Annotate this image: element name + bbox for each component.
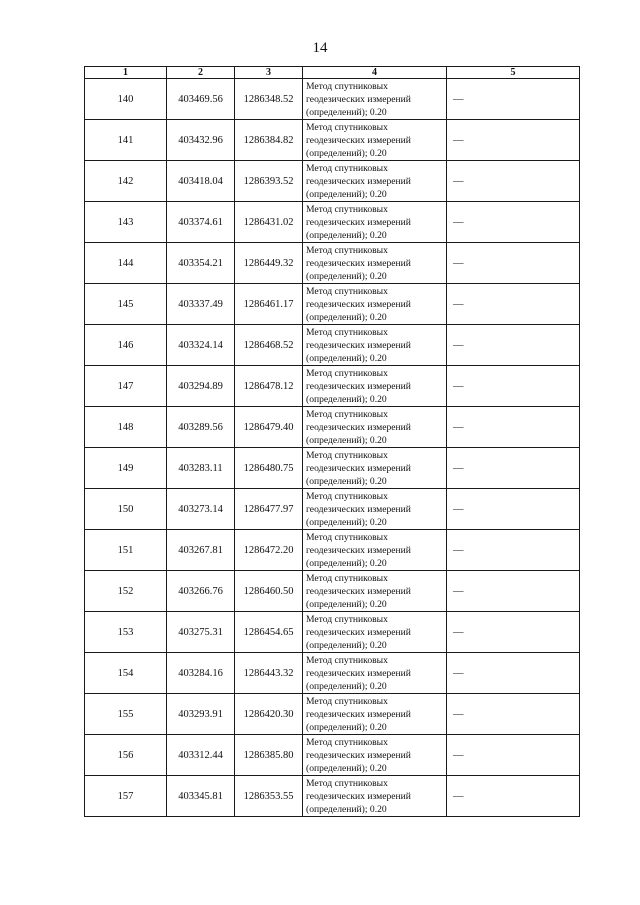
method-text-line: Метод спутниковых bbox=[306, 777, 388, 789]
point-number-cell: 144 bbox=[85, 243, 167, 284]
note-cell: — bbox=[447, 284, 580, 325]
note-cell: — bbox=[447, 530, 580, 571]
x-coordinate-cell: 403374.61 bbox=[167, 202, 235, 243]
method-text-line: (определений); 0.20 bbox=[306, 352, 387, 364]
x-coordinate-cell: 403289.56 bbox=[167, 407, 235, 448]
point-number-cell: 149 bbox=[85, 448, 167, 489]
method-text-line: геодезических измерений bbox=[306, 380, 411, 392]
method-cell bbox=[303, 243, 447, 284]
method-text-line: Метод спутниковых bbox=[306, 572, 388, 584]
x-coordinate-cell: 403293.91 bbox=[167, 694, 235, 735]
y-coordinate-cell: 1286478.12 bbox=[235, 366, 303, 407]
point-number-cell: 150 bbox=[85, 489, 167, 530]
x-coordinate-cell: 403284.16 bbox=[167, 653, 235, 694]
table-row bbox=[85, 653, 580, 694]
method-text-line: (определений); 0.20 bbox=[306, 270, 387, 282]
method-text-line: геодезических измерений bbox=[306, 790, 411, 802]
point-number-cell: 157 bbox=[85, 776, 167, 817]
method-text-line: (определений); 0.20 bbox=[306, 393, 387, 405]
page-number: 14 bbox=[312, 40, 328, 56]
table-row bbox=[85, 243, 580, 284]
x-coordinate-cell: 403469.56 bbox=[167, 79, 235, 120]
note-cell: — bbox=[447, 161, 580, 202]
method-text-line: геодезических измерений bbox=[306, 544, 411, 556]
column-header-4: 4 bbox=[303, 67, 447, 79]
method-cell bbox=[303, 612, 447, 653]
y-coordinate-cell: 1286393.52 bbox=[235, 161, 303, 202]
method-text-line: (определений); 0.20 bbox=[306, 516, 387, 528]
y-coordinate-cell: 1286443.32 bbox=[235, 653, 303, 694]
x-coordinate-cell: 403266.76 bbox=[167, 571, 235, 612]
x-coordinate-cell: 403273.14 bbox=[167, 489, 235, 530]
table-row bbox=[85, 407, 580, 448]
method-text-line: геодезических измерений bbox=[306, 134, 411, 146]
x-coordinate-cell: 403354.21 bbox=[167, 243, 235, 284]
method-text-line: геодезических измерений bbox=[306, 667, 411, 679]
y-coordinate-cell: 1286431.02 bbox=[235, 202, 303, 243]
column-header-1: 1 bbox=[85, 67, 167, 79]
y-coordinate-cell: 1286348.52 bbox=[235, 79, 303, 120]
column-header-5: 5 bbox=[447, 67, 580, 79]
method-text-line: Метод спутниковых bbox=[306, 326, 388, 338]
note-cell: — bbox=[447, 366, 580, 407]
y-coordinate-cell: 1286449.32 bbox=[235, 243, 303, 284]
x-coordinate-cell: 403283.11 bbox=[167, 448, 235, 489]
method-text-line: Метод спутниковых bbox=[306, 408, 388, 420]
y-coordinate-cell: 1286477.97 bbox=[235, 489, 303, 530]
y-coordinate-cell: 1286420.30 bbox=[235, 694, 303, 735]
method-text-line: геодезических измерений bbox=[306, 421, 411, 433]
y-coordinate-cell: 1286461.17 bbox=[235, 284, 303, 325]
table-row bbox=[85, 489, 580, 530]
method-text-line: геодезических измерений bbox=[306, 708, 411, 720]
x-coordinate-cell: 403267.81 bbox=[167, 530, 235, 571]
method-cell bbox=[303, 366, 447, 407]
y-coordinate-cell: 1286468.52 bbox=[235, 325, 303, 366]
method-cell bbox=[303, 694, 447, 735]
method-text-line: Метод спутниковых bbox=[306, 162, 388, 174]
note-cell: — bbox=[447, 776, 580, 817]
point-number-cell: 146 bbox=[85, 325, 167, 366]
method-text-line: (определений); 0.20 bbox=[306, 598, 387, 610]
method-cell bbox=[303, 735, 447, 776]
method-text-line: (определений); 0.20 bbox=[306, 762, 387, 774]
method-text-line: Метод спутниковых bbox=[306, 244, 388, 256]
method-text-line: Метод спутниковых bbox=[306, 490, 388, 502]
point-number-cell: 141 bbox=[85, 120, 167, 161]
table-row bbox=[85, 776, 580, 817]
table-row bbox=[85, 735, 580, 776]
x-coordinate-cell: 403275.31 bbox=[167, 612, 235, 653]
x-coordinate-cell: 403432.96 bbox=[167, 120, 235, 161]
x-coordinate-cell: 403312.44 bbox=[167, 735, 235, 776]
table-row bbox=[85, 448, 580, 489]
method-text-line: геодезических измерений bbox=[306, 339, 411, 351]
note-cell: — bbox=[447, 325, 580, 366]
method-text-line: Метод спутниковых bbox=[306, 203, 388, 215]
method-text-line: (определений); 0.20 bbox=[306, 188, 387, 200]
table-header-row bbox=[85, 67, 580, 79]
table-row bbox=[85, 530, 580, 571]
y-coordinate-cell: 1286472.20 bbox=[235, 530, 303, 571]
method-text-line: геодезических измерений bbox=[306, 298, 411, 310]
method-text-line: Метод спутниковых bbox=[306, 695, 388, 707]
note-cell: — bbox=[447, 243, 580, 284]
note-cell: — bbox=[447, 448, 580, 489]
table-row bbox=[85, 120, 580, 161]
x-coordinate-cell: 403337.49 bbox=[167, 284, 235, 325]
note-cell: — bbox=[447, 407, 580, 448]
method-text-line: Метод спутниковых bbox=[306, 80, 388, 92]
table-row bbox=[85, 366, 580, 407]
method-text-line: Метод спутниковых bbox=[306, 367, 388, 379]
method-text-line: геодезических измерений bbox=[306, 93, 411, 105]
note-cell: — bbox=[447, 694, 580, 735]
method-text-line: (определений); 0.20 bbox=[306, 803, 387, 815]
table-body bbox=[85, 79, 580, 817]
method-text-line: Метод спутниковых bbox=[306, 449, 388, 461]
method-text-line: Метод спутниковых bbox=[306, 654, 388, 666]
method-text-line: (определений); 0.20 bbox=[306, 106, 387, 118]
method-text-line: геодезических измерений bbox=[306, 216, 411, 228]
method-text-line: (определений); 0.20 bbox=[306, 475, 387, 487]
method-cell bbox=[303, 120, 447, 161]
method-text-line: (определений); 0.20 bbox=[306, 434, 387, 446]
method-cell bbox=[303, 79, 447, 120]
point-number-cell: 143 bbox=[85, 202, 167, 243]
point-number-cell: 152 bbox=[85, 571, 167, 612]
method-text-line: Метод спутниковых bbox=[306, 613, 388, 625]
table-row bbox=[85, 79, 580, 120]
method-text-line: (определений); 0.20 bbox=[306, 680, 387, 692]
method-text-line: геодезических измерений bbox=[306, 462, 411, 474]
method-text-line: геодезических измерений bbox=[306, 749, 411, 761]
point-number-cell: 153 bbox=[85, 612, 167, 653]
method-cell bbox=[303, 489, 447, 530]
method-cell bbox=[303, 571, 447, 612]
method-cell bbox=[303, 284, 447, 325]
y-coordinate-cell: 1286384.82 bbox=[235, 120, 303, 161]
y-coordinate-cell: 1286385.80 bbox=[235, 735, 303, 776]
point-number-cell: 142 bbox=[85, 161, 167, 202]
point-number-cell: 140 bbox=[85, 79, 167, 120]
point-number-cell: 148 bbox=[85, 407, 167, 448]
note-cell: — bbox=[447, 202, 580, 243]
point-number-cell: 147 bbox=[85, 366, 167, 407]
y-coordinate-cell: 1286454.65 bbox=[235, 612, 303, 653]
note-cell: — bbox=[447, 612, 580, 653]
table-row bbox=[85, 325, 580, 366]
point-number-cell: 156 bbox=[85, 735, 167, 776]
method-text-line: (определений); 0.20 bbox=[306, 721, 387, 733]
point-number-cell: 155 bbox=[85, 694, 167, 735]
method-text-line: (определений); 0.20 bbox=[306, 639, 387, 651]
note-cell: — bbox=[447, 489, 580, 530]
method-cell bbox=[303, 530, 447, 571]
table-row bbox=[85, 612, 580, 653]
method-text-line: геодезических измерений bbox=[306, 585, 411, 597]
method-cell bbox=[303, 325, 447, 366]
table-row bbox=[85, 161, 580, 202]
method-text-line: геодезических измерений bbox=[306, 257, 411, 269]
note-cell: — bbox=[447, 79, 580, 120]
method-cell bbox=[303, 448, 447, 489]
column-header-2: 2 bbox=[167, 67, 235, 79]
y-coordinate-cell: 1286460.50 bbox=[235, 571, 303, 612]
method-cell bbox=[303, 776, 447, 817]
table-row bbox=[85, 202, 580, 243]
method-text-line: (определений); 0.20 bbox=[306, 229, 387, 241]
note-cell: — bbox=[447, 571, 580, 612]
note-cell: — bbox=[447, 735, 580, 776]
method-text-line: (определений); 0.20 bbox=[306, 557, 387, 569]
method-cell bbox=[303, 161, 447, 202]
method-text-line: (определений); 0.20 bbox=[306, 147, 387, 159]
method-cell bbox=[303, 202, 447, 243]
y-coordinate-cell: 1286479.40 bbox=[235, 407, 303, 448]
point-number-cell: 145 bbox=[85, 284, 167, 325]
y-coordinate-cell: 1286480.75 bbox=[235, 448, 303, 489]
note-cell: — bbox=[447, 120, 580, 161]
table-row bbox=[85, 284, 580, 325]
coordinates-table bbox=[84, 66, 580, 817]
column-header-3: 3 bbox=[235, 67, 303, 79]
method-text-line: Метод спутниковых bbox=[306, 531, 388, 543]
table-row bbox=[85, 571, 580, 612]
note-cell: — bbox=[447, 653, 580, 694]
table-row bbox=[85, 694, 580, 735]
point-number-cell: 151 bbox=[85, 530, 167, 571]
method-text-line: (определений); 0.20 bbox=[306, 311, 387, 323]
x-coordinate-cell: 403324.14 bbox=[167, 325, 235, 366]
method-text-line: геодезических измерений bbox=[306, 175, 411, 187]
y-coordinate-cell: 1286353.55 bbox=[235, 776, 303, 817]
x-coordinate-cell: 403345.81 bbox=[167, 776, 235, 817]
point-number-cell: 154 bbox=[85, 653, 167, 694]
x-coordinate-cell: 403294.89 bbox=[167, 366, 235, 407]
method-text-line: Метод спутниковых bbox=[306, 285, 388, 297]
method-text-line: геодезических измерений bbox=[306, 626, 411, 638]
method-text-line: геодезических измерений bbox=[306, 503, 411, 515]
method-cell bbox=[303, 653, 447, 694]
method-cell bbox=[303, 407, 447, 448]
method-text-line: Метод спутниковых bbox=[306, 121, 388, 133]
x-coordinate-cell: 403418.04 bbox=[167, 161, 235, 202]
method-text-line: Метод спутниковых bbox=[306, 736, 388, 748]
